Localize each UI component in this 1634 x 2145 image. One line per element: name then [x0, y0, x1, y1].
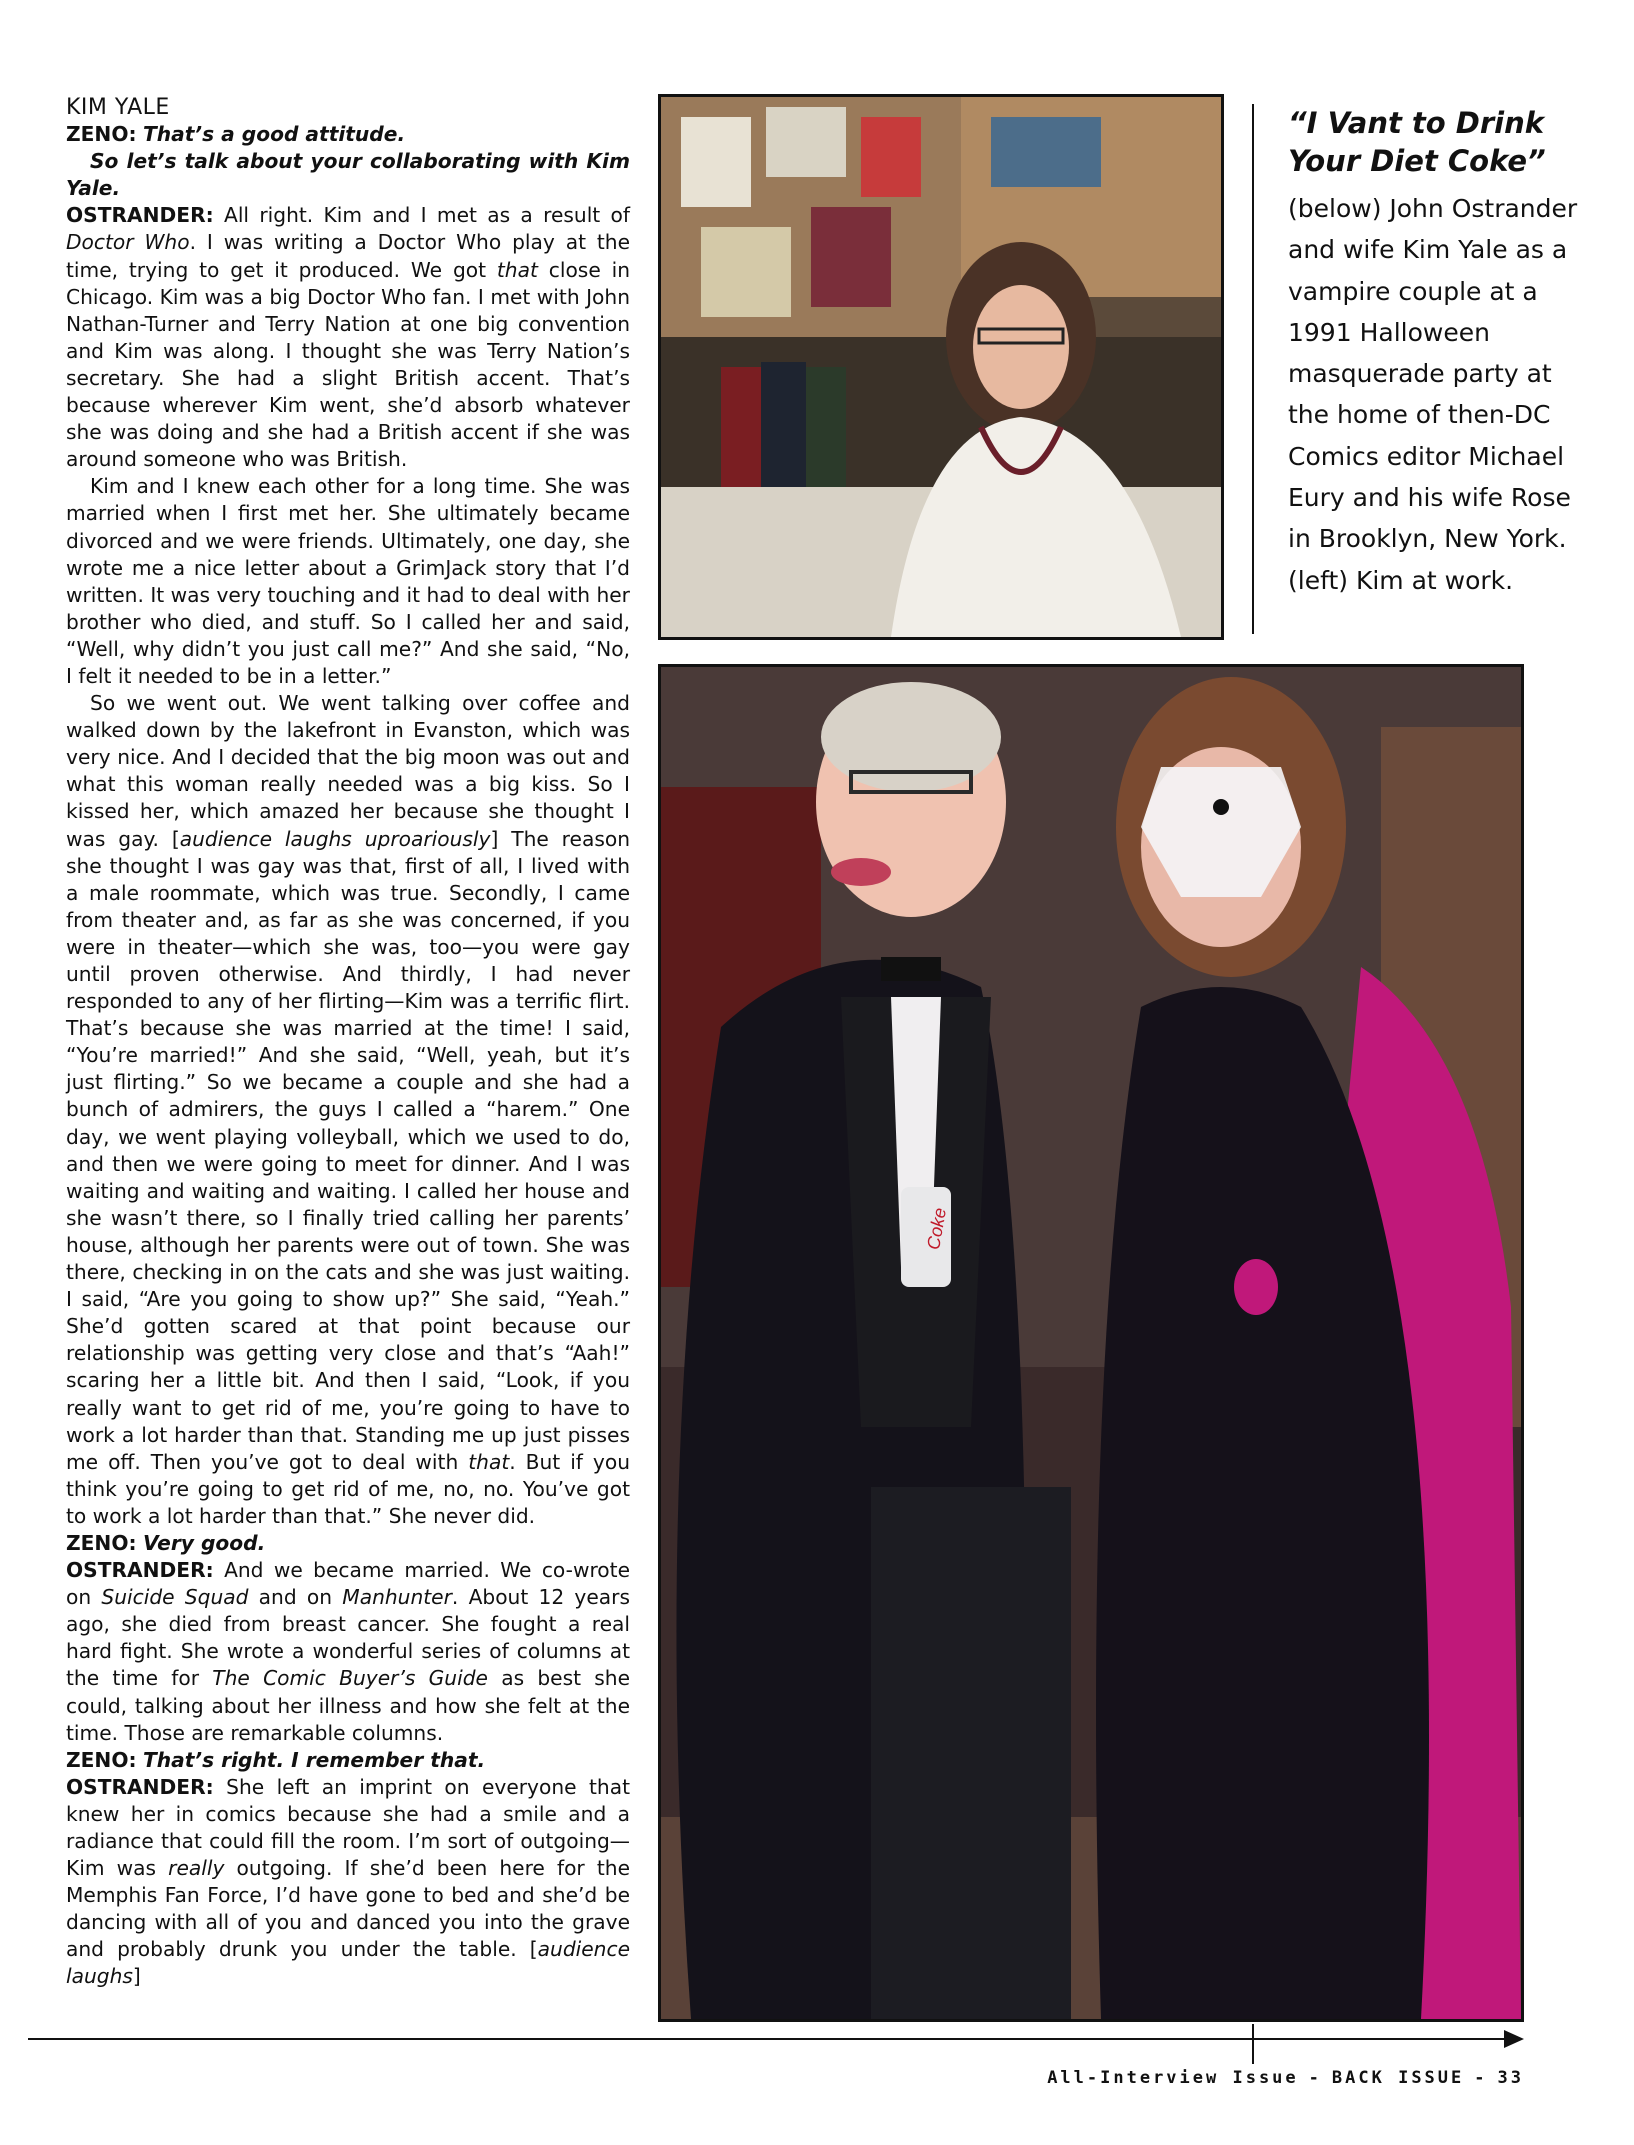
- photo-caption: [1288, 104, 1588, 601]
- speaker-label: OSTRANDER:: [66, 1558, 214, 1583]
- answer-text: outgoing. If she’d been here for the Memphis Fan Force, I’d have gone to bed and she’d be dancing with all of you and danced you into the grave and probably drunk you under the table. [: [66, 1856, 630, 1962]
- answer-text: . But if you think you’re going to get rid of me, no, no. You’ve got to work a lot harder than that.” She never did.: [66, 1449, 630, 1528]
- arrow-right-icon: [1504, 2030, 1524, 2048]
- answer-italic: Doctor Who: [66, 230, 190, 255]
- answer-text: . I was writing a Doctor Who play at the time, trying to get it produced. We got: [66, 230, 630, 282]
- page-footer: All-Interview Issue - BACK ISSUE - 33: [1047, 2068, 1524, 2088]
- paragraph: Kim and I knew each other for a long time. She was married when I first met her. She ultimately became divorced and we were friends. Ultimately, one day, she wrote me a nice letter about a GrimJack story that I’d written. It was very touching and it had to deal with her brother who died, and stuff. So I called her and said, “Well, why didn’t you just call me?” And she said, “No, I felt it needed to be in a letter.”: [66, 474, 630, 688]
- speaker-label: ZENO:: [66, 1747, 137, 1772]
- soda-can-label: Coke: [923, 1206, 951, 1252]
- answer-text: ] The reason she thought I was gay was that, first of all, I lived with a male roommate, which was true. Secondly, I came from theater and, as far as she was concerned, if you were in theater—which she was, too—you were gay until proven otherwise. And thirdly, I had never responded to any of her flirting—Kim was a terrific flirt. That’s because she was married at the time! I said, “You’re married!” And she said, “Well, yeah, but it’s just flirting.” So we became a couple and she had a bunch of admirers, the guys I called a “harem.” One day, we went playing volleyball, which we used to do, and then we were going to meet for dinner. And I was waiting and waiting and waiting. I called her house and she wasn’t there, so I finally tried calling her parents’ house, although her parents were out of town. She was there, checking in on the cats and she was just waiting. I said, “Are you going to show up?” She said, “Yeah.” She’d gotten scared at that point because our relationship was getting very close and that’s “Aah!” scaring her a little bit. And then I said, “Look, if you really want to get rid of me, you’re going to have to work a lot harder than that. Standing me up just pisses me off. Then you’ve got to deal with: [66, 826, 630, 1474]
- caption-title: “I Vant to Drink Your Diet Coke”: [1288, 106, 1546, 178]
- answer-text: So we went out. We went talking over coffee and walked down by the lakefront in Evanston, which was very nice. And I decided that the big moon was out and what this woman really needed was a big kiss. So I kissed her, which amazed her because she thought I was gay. [: [66, 691, 630, 851]
- photo-kim-at-work-illustration: [661, 97, 1221, 637]
- question-text: That’s a good attitude.: [142, 122, 406, 147]
- caption-body: (below) John Ostrander and wife Kim Yale as a vampire couple at a 1991 Halloween masquerade party at the home of then-DC Comics editor Michael Eury and his wife Rose in Brooklyn, New York. (left) Kim at work.: [1288, 194, 1578, 595]
- answer-text: She left an imprint on everyone that knew her in comics because she had a smile and a radiance that could fill the room. I’m sort of outgoing—Kim was: [66, 1774, 630, 1881]
- answer-text: All right. Kim and I met as a result of: [213, 203, 630, 228]
- answer-italic: really: [168, 1856, 225, 1881]
- question-text: Very good.: [142, 1530, 266, 1555]
- photo-vampire-couple: [658, 664, 1524, 2022]
- answer-italic: The Comic Buyer’s Guide: [212, 1666, 488, 1691]
- answer-italic: that: [496, 257, 538, 282]
- paragraph: [66, 1774, 630, 1991]
- paragraph: [66, 121, 630, 148]
- answer-text: And we became married. We co-wrote on: [66, 1558, 630, 1610]
- speaker-label: ZENO:: [66, 1530, 137, 1555]
- paragraph: [66, 148, 630, 202]
- question-text: That’s right. I remember that.: [142, 1747, 486, 1772]
- footer-issue-title: All-Interview Issue: [1047, 2068, 1299, 2088]
- footer-rule: [28, 2038, 1518, 2040]
- speaker-label: ZENO:: [66, 122, 137, 147]
- vertical-divider: [1252, 104, 1254, 634]
- answer-italic: audience laughs: [66, 1937, 630, 1989]
- question-text: So let’s talk about your collaborating with Kim Yale.: [66, 149, 630, 201]
- footer-divider: [1252, 2024, 1254, 2064]
- footer-magazine: BACK ISSUE: [1331, 2068, 1465, 2088]
- answer-italic: audience laughs uproariously: [179, 826, 491, 851]
- paragraph: [66, 1747, 630, 1774]
- photo-vampire-couple-illustration: [661, 667, 1521, 2019]
- article-column: [66, 94, 630, 1991]
- answer-text: ]: [132, 1964, 141, 1989]
- paragraph: [66, 202, 630, 473]
- answer-italic: that: [468, 1449, 510, 1474]
- answer-text: and on: [248, 1585, 343, 1610]
- answer-italic: Manhunter: [342, 1585, 452, 1610]
- paragraph: [66, 1530, 630, 1557]
- section-heading: KIM YALE: [66, 95, 170, 120]
- page-number: 33: [1497, 2068, 1524, 2088]
- paragraph: [66, 1557, 630, 1747]
- answer-text: as best she could, talking about her illness and how she felt at the time. Those are remarkable columns.: [66, 1666, 630, 1745]
- answer-text: . About 12 years ago, she died from breast cancer. She fought a real hard fight. She wrote a wonderful series of columns at the time for: [66, 1585, 630, 1691]
- speaker-label: OSTRANDER:: [66, 1774, 214, 1799]
- photo-kim-at-work: [658, 94, 1224, 640]
- paragraph: [66, 690, 630, 1530]
- answer-italic: Suicide Squad: [101, 1585, 249, 1610]
- answer-text: close in Chicago. Kim was a big Doctor Who fan. I met with John Nathan-Turner and Terry Nation at one big convention and Kim was along. I thought she was Terry Nation’s secretary. She had a slight British accent. That’s because wherever Kim went, she’d absorb whatever she was doing and she had a British accent if she was around someone who was British.: [66, 257, 631, 472]
- speaker-label: OSTRANDER:: [66, 203, 214, 228]
